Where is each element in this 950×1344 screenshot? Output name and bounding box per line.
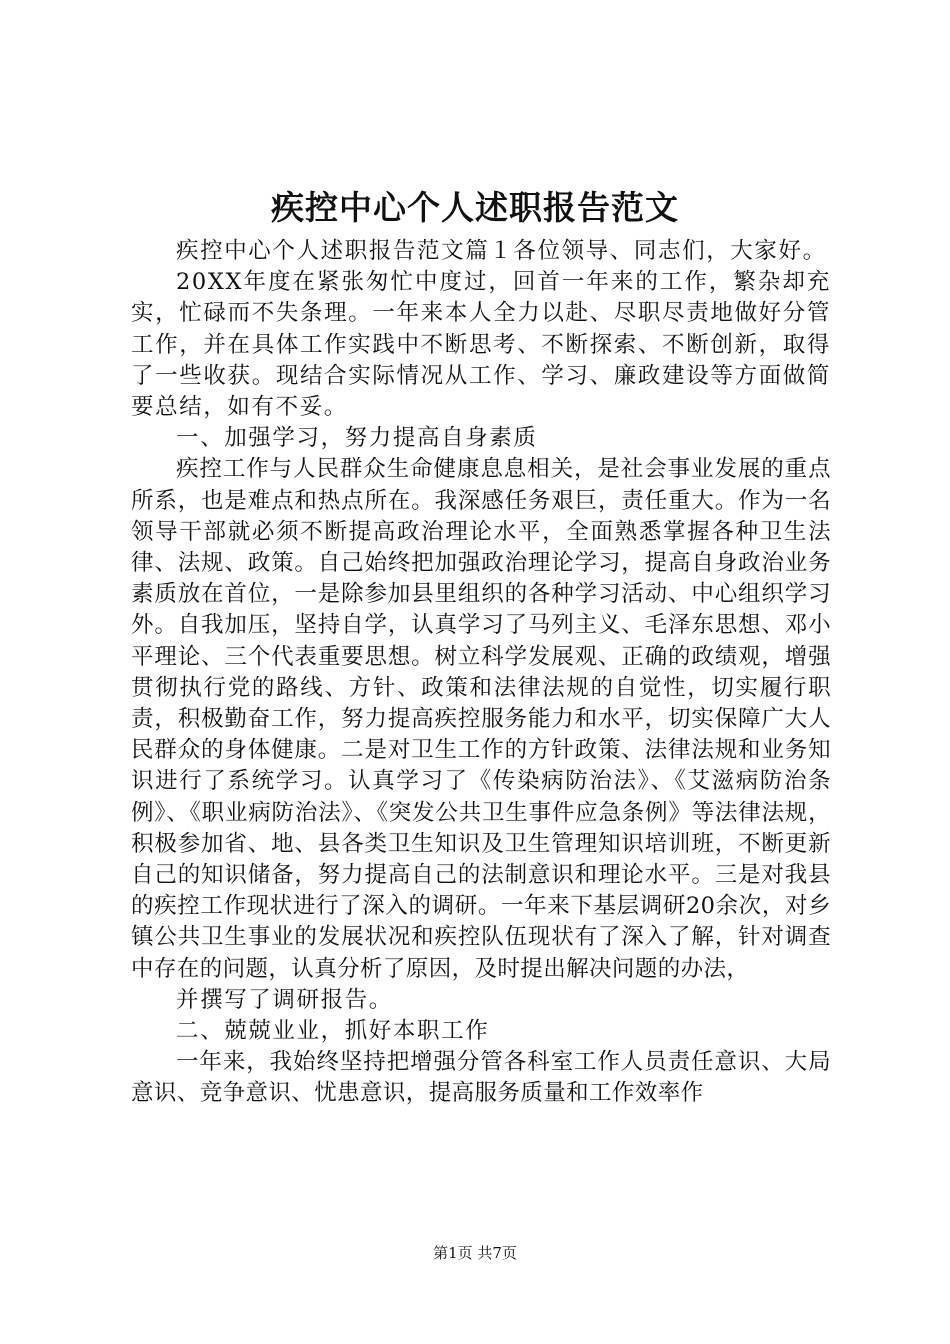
section-heading-2: 二、兢兢业业，抓好本职工作 [176, 1018, 490, 1045]
body-paragraph-greeting: 疾控中心个人述职报告范文篇１各位领导、同志们，大家好。 [176, 238, 827, 264]
section-heading-1: 一、加强学习，努力提高自身素质 [176, 425, 538, 452]
body-paragraph-study: 疾控工作与人民群众生命健康息息相关，是社会事业发展的重点所系，也是难点和热点所在。我深感任务艰巨，责任重大。作为一名领导干部就必须不断提高政治理论水平，全面熟悉掌握各种卫生法律、法规、政策。自己始终把加强政治理论学习，提高自身政治业务素质放在首位，一是除参加县里组织的各种学习活动、中心组织学习外。自我加压，坚持自学，认真学习了马列主义、毛泽东思想、邓小平理论、三个代表重要思想。树立科学发展观、正确的政绩观，增强贯彻执行党的路线、方针、政策和法律法规的自觉性，切实履行职责，积极勤奋工作，努力提高疾控服务能力和水平，切实保障广大人民群众的身体健康。二是对卫生工作的方针政策、法律法规和业务知识进行了系统学习。认真学习了《传染病防治法》、《艾滋病防治条例》、《职业病防治法》、《突发公共卫生事件应急条例》等法律法规，积极参加省、地、县各类卫生知识及卫生管理知识培训班，不断更新自己的知识储备，努力提高自己的法制意识和理论水平。三是对我县的疾控工作现状进行了深入的调研。一年来下基层调研20余次，对乡镇公共卫生事业的发展状况和疾控队伍现状有了深入了解，针对调查中存在的问题，认真分析了原因，及时提出解决问题的办法， [131, 456, 831, 982]
body-paragraph-work: 一年来，我始终坚持把增强分管各科室工作人员责任意识、大局意识、竞争意识、忧患意识，提高服务质量和工作效率作 [131, 1049, 831, 1107]
document-title: 疾控中心个人述职报告范文 [271, 188, 679, 227]
document-body [131, 236, 831, 1110]
body-paragraph-report: 并撰写了调研报告。 [176, 986, 393, 1013]
page-footer: 第1页 共7页 [433, 1244, 517, 1262]
body-paragraph-intro: 20XX年度在紧张匆忙中度过，回首一年来的工作，繁杂却充实，忙碌而不失条理。一年来本人全力以赴、尽职尽责地做好分管工作，并在具体工作实践中不断思考、不断探索、不断创新，取得了一些收获。现结合实际情况从工作、学习、廉政建设等方面做简要总结，如有不妥。 [131, 269, 831, 421]
